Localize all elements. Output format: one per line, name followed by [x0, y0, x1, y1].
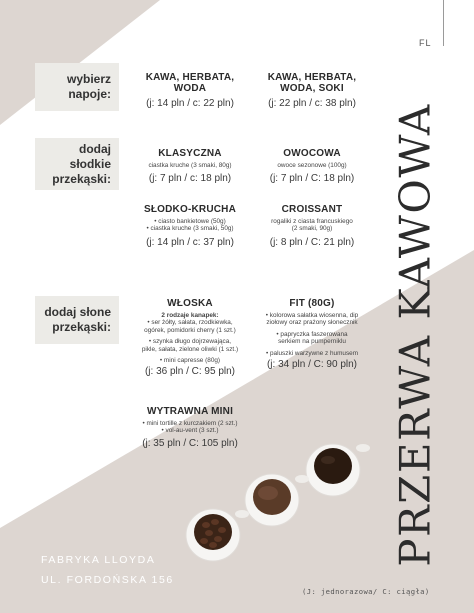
salty-fit-desc2-line1: • papryczka faszerowana: [276, 330, 348, 338]
price-footnote: (J: jednorazowa/ C: ciągła): [302, 587, 430, 596]
drink-option-1: [130, 72, 250, 110]
salty-fit-desc1-line2: ziołowy oraz prażony słonecznik: [266, 319, 358, 327]
sweet-slodko-krucha: [130, 204, 250, 249]
salty-wloska: [125, 298, 255, 378]
salty-wytrawna-price: (j: 35 pln / C: 105 pln): [142, 437, 238, 449]
salty-wloska-title: WŁOSKA: [167, 298, 213, 309]
salty-wloska-price: (j: 36 pln / C: 95 pln): [144, 366, 236, 378]
drink-1-title-line2: WODA: [173, 83, 207, 94]
category-drinks-line2: napoje:: [68, 87, 111, 101]
category-sweet-line2: przekąski:: [52, 171, 111, 186]
sweet-1-title: KLASYCZNA: [158, 148, 222, 159]
sweet-1-price: (j: 7 pln / c: 18 pln): [148, 173, 232, 185]
address-line1: FABRYKA LLOYDA: [41, 554, 156, 566]
salty-wloska-subtitle: 2 rodzaje kanapek:: [161, 312, 219, 319]
salty-fit-price: (j: 34 pln / C: 90 pln): [266, 359, 358, 371]
sweet-3-desc-line1: • ciasto bankietowe (50g): [154, 218, 226, 225]
drink-2-price: (j: 22 pln / c: 38 pln): [268, 98, 356, 109]
language-label[interactable]: FL: [419, 38, 432, 48]
category-drinks-line1: wybierz: [66, 72, 111, 86]
salty-wloska-desc3: • mini capresse (80g): [159, 357, 221, 365]
salty-wytrawna-desc-line1: • mini tortille z kurczakiem (2 szt.): [142, 420, 238, 427]
category-salty-line2: przekąski:: [52, 320, 111, 334]
salty-wloska-desc2-line2: pikle, sałata, zielone oliwki (1 szt.): [141, 345, 239, 353]
salty-wloska-desc1-line2: ogórek, pomidorki cherry (1 szt.): [144, 326, 236, 334]
address-line2: UL. FORDOŃSKA 156: [41, 574, 174, 586]
sweet-4-desc-line1: rogaliki z ciasta francuskiego: [271, 218, 353, 225]
sweet-4-price: (j: 8 pln / C: 21 pln): [269, 236, 355, 248]
drink-1-title-line1: KAWA, HERBATA,: [145, 72, 235, 83]
category-sweet-box: [35, 138, 119, 190]
drink-1-price: (j: 14 pln / c: 22 pln): [146, 98, 234, 109]
sweet-croissant: [252, 204, 372, 249]
salty-fit: [250, 298, 374, 371]
header-divider-line: [443, 0, 444, 46]
drink-2-title-line2: WODA, SOKI: [280, 83, 344, 94]
sweet-owocowa: [252, 148, 372, 185]
sweet-2-price: (j: 7 pln / C: 18 pln): [269, 173, 355, 185]
category-drinks-box: [35, 63, 119, 111]
salty-fit-desc2-line2: serkiem na pumperniklu: [278, 338, 346, 346]
drink-option-2: [252, 72, 372, 110]
sweet-2-title: OWOCOWA: [283, 148, 341, 159]
category-sweet-line1: dodaj słodkie: [69, 141, 111, 171]
sweet-4-desc-line2: (2 smaki, 90g): [291, 225, 333, 233]
category-salty-line1: dodaj słone: [44, 305, 111, 319]
salty-wytrawna-desc-line2: • vol-au-vent (3 szt.): [161, 427, 219, 435]
sweet-klasyczna: [130, 148, 250, 185]
sweet-1-desc: ciastka kruche (3 smaki, 80g): [148, 162, 232, 169]
salty-fit-title: FIT (80G): [289, 298, 335, 309]
drink-2-title-line1: KAWA, HERBATA,: [267, 72, 357, 83]
sweet-3-title: SŁODKO-KRUCHA: [143, 204, 237, 215]
category-salty-box: [35, 296, 119, 344]
vertical-title: PRZERWA KAWOWA: [390, 103, 440, 567]
sweet-3-desc-line2: • ciastka kruche (3 smaki, 50g): [146, 225, 234, 233]
salty-wloska-desc1-line1: • ser żółty, sałata, rzodkiewka,: [147, 319, 233, 327]
salty-wytrawna-mini: [125, 406, 255, 450]
sweet-4-title: CROISSANT: [281, 204, 343, 215]
salty-fit-desc3: • paluszki warzywne z humusem: [265, 349, 359, 357]
sweet-3-price: (j: 14 pln / c: 37 pln): [146, 236, 234, 248]
sweet-2-desc: owoce sezonowe (100g): [277, 162, 347, 169]
salty-wytrawna-title: WYTRAWNA MINI: [146, 406, 234, 417]
salty-wloska-desc2-line1: • szynka długo dojrzewająca,: [148, 338, 232, 346]
salty-fit-desc1-line1: • kolorowa sałatka wiosenna, dip: [265, 312, 359, 319]
